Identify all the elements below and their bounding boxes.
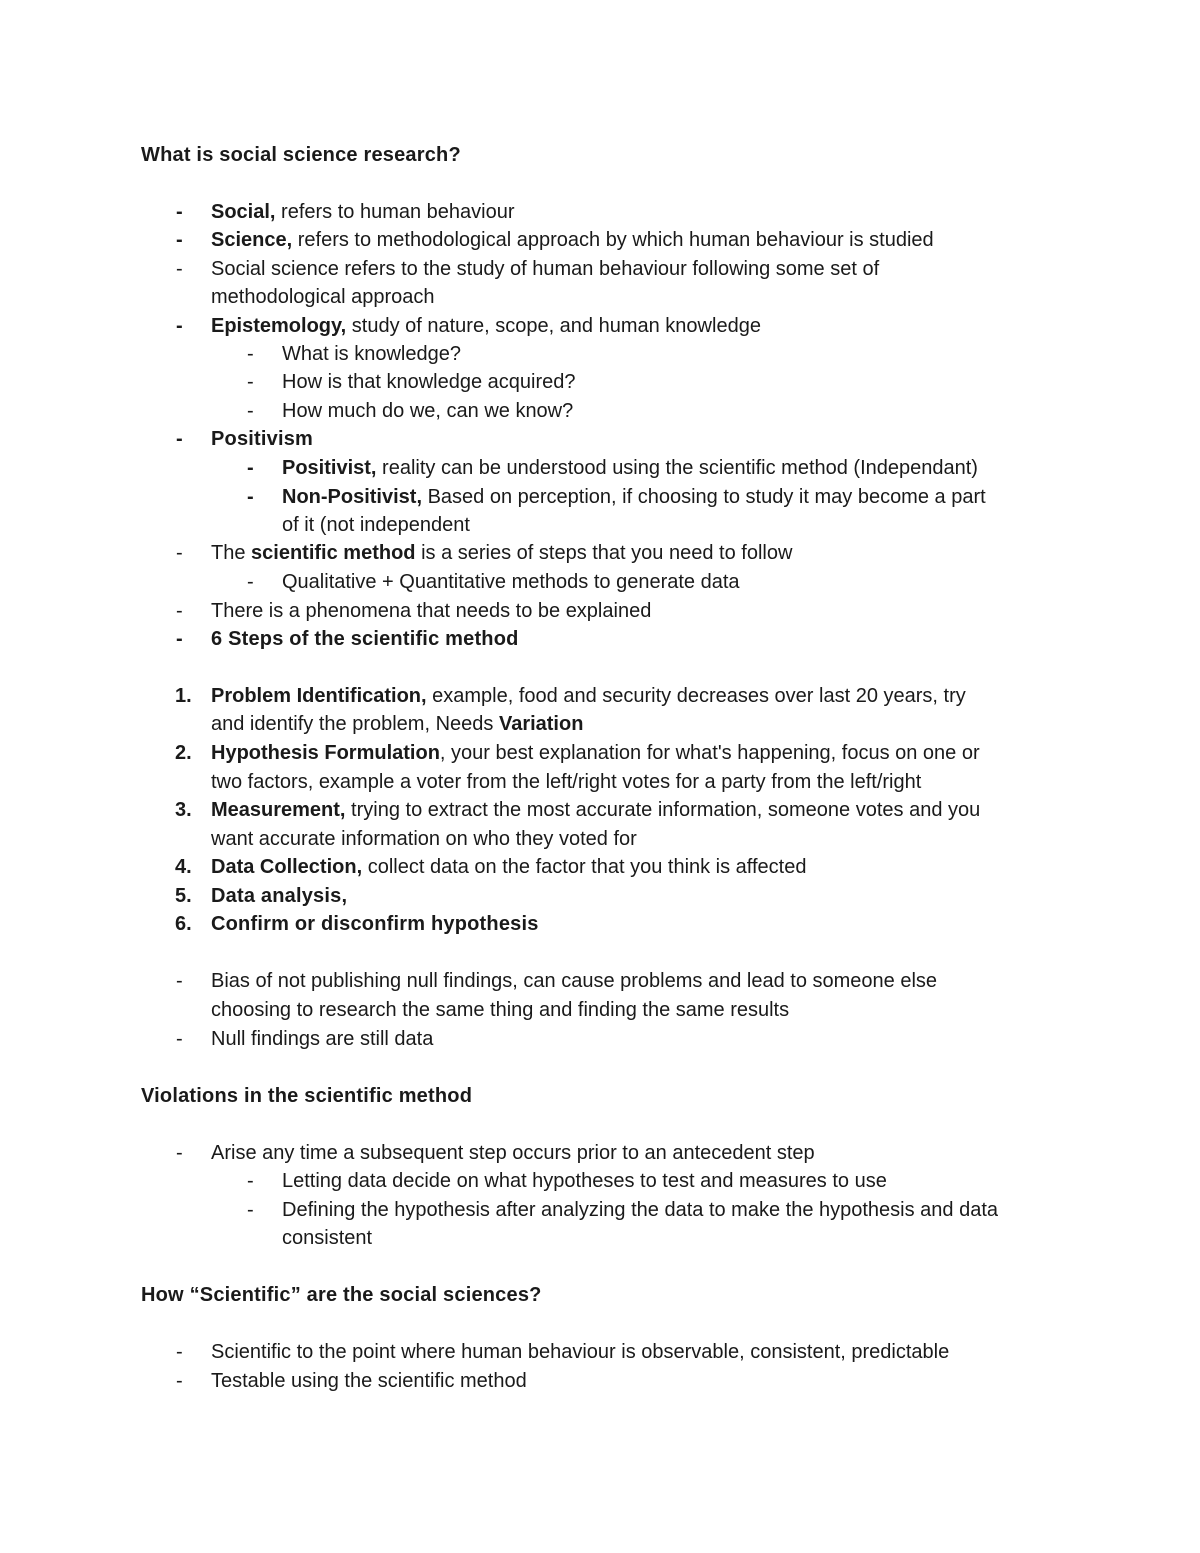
step-number-1: 1.: [175, 685, 192, 707]
step-3-line2: want accurate information on who they voted for: [211, 828, 637, 850]
step-6-confirm-hypothesis: Confirm or disconfirm hypothesis: [211, 913, 539, 935]
step-1-description: example, food and security decreases over last 20 years, try: [426, 685, 966, 707]
bullet-dash: -: [176, 970, 183, 992]
term-variation: Variation: [498, 713, 584, 735]
term-non-positivist: Non-Positivist,: [282, 486, 423, 508]
list-item-null-findings: Null findings are still data: [211, 1028, 434, 1050]
definition-social: refers to human behaviour: [275, 201, 515, 223]
term-epistemology: Epistemology,: [211, 315, 347, 337]
bullet-dash: -: [176, 201, 183, 223]
bullet-dash: -: [247, 457, 254, 479]
text-the: The: [211, 542, 252, 564]
bullet-dash: -: [247, 571, 254, 593]
bullet-dash: -: [176, 1341, 183, 1363]
bullet-dash: -: [176, 628, 183, 650]
step-5-data-analysis: Data analysis,: [211, 885, 348, 907]
list-item-bias-line2: choosing to research the same thing and finding the same results: [211, 999, 790, 1021]
sub-item-non-positivist-line2: of it (not independent: [282, 514, 470, 536]
step-number-5: 5.: [175, 885, 192, 907]
list-item-six-steps: 6 Steps of the scientific method: [211, 628, 519, 650]
step-2-hypothesis-formulation: [211, 741, 980, 765]
list-item-scientific-method: [211, 541, 792, 565]
bullet-dash: -: [247, 1199, 254, 1221]
list-item-social: [211, 200, 515, 224]
bullet-dash: -: [247, 400, 254, 422]
sub-item-non-positivist: [282, 485, 986, 509]
term-science: Science,: [211, 229, 293, 251]
sub-item-qual-quant: Qualitative + Quantitative methods to generate data: [282, 571, 740, 593]
list-item-bias-line1: Bias of not publishing null findings, can cause problems and lead to someone else: [211, 970, 938, 992]
list-item-testable: Testable using the scientific method: [211, 1370, 527, 1392]
list-item-social-science-line1: Social science refers to the study of human behaviour following some set of: [211, 258, 880, 280]
sub-item-defining-line1: Defining the hypothesis after analyzing the data to make the hypothesis and data: [282, 1199, 999, 1221]
list-item-arise: Arise any time a subsequent step occurs prior to an antecedent step: [211, 1142, 815, 1164]
step-number-4: 4.: [175, 856, 192, 878]
sub-item-what-is-knowledge: What is knowledge?: [282, 343, 461, 365]
list-item-science: [211, 228, 934, 252]
term-data-collection: Data Collection,: [211, 856, 363, 878]
step-number-3: 3.: [175, 799, 192, 821]
definition-epistemology: study of nature, scope, and human knowledge: [346, 315, 761, 337]
step-number-2: 2.: [175, 742, 192, 764]
step-1-line2: [211, 712, 583, 736]
step-number-6: 6.: [175, 913, 192, 935]
bullet-dash: -: [176, 600, 183, 622]
heading-how-scientific: How “Scientific” are the social sciences?: [141, 1284, 542, 1306]
list-item-social-science-line2: methodological approach: [211, 286, 435, 308]
bullet-dash: -: [176, 1142, 183, 1164]
bullet-dash: -: [176, 315, 183, 337]
bullet-dash: -: [176, 542, 183, 564]
sub-item-knowledge-acquired: How is that knowledge acquired?: [282, 371, 576, 393]
bullet-dash: -: [176, 229, 183, 251]
list-item-positivism: Positivism: [211, 428, 314, 450]
bullet-dash: -: [247, 343, 254, 365]
step-3-measurement: [211, 798, 980, 822]
definition-positivist: reality can be understood using the scientific method (Independant): [376, 457, 978, 479]
heading-violations: Violations in the scientific method: [141, 1085, 473, 1107]
definition-scientific-method: is a series of steps that you need to follow: [415, 542, 793, 564]
sub-item-letting-data: Letting data decide on what hypotheses to test and measures to use: [282, 1170, 887, 1192]
step-4-description: collect data on the factor that you think is affected: [362, 856, 807, 878]
definition-non-positivist: Based on perception, if choosing to study it may become a part: [422, 486, 986, 508]
list-item-epistemology: [211, 314, 761, 338]
step-2-description: , your best explanation for what's happening, focus on one or: [439, 742, 980, 764]
term-positivist: Positivist,: [282, 457, 377, 479]
term-hypothesis-formulation: Hypothesis Formulation: [211, 742, 440, 764]
term-scientific-method: scientific method: [251, 542, 416, 564]
sub-item-how-much-know: How much do we, can we know?: [282, 400, 574, 422]
term-problem-identification: Problem Identification,: [211, 685, 427, 707]
sub-item-defining-line2: consistent: [282, 1227, 373, 1249]
step-4-data-collection: [211, 855, 807, 879]
bullet-dash: -: [176, 428, 183, 450]
heading-social-science-research: What is social science research?: [141, 144, 461, 166]
step-2-line2: two factors, example a voter from the left/right votes for a party from the left/right: [211, 771, 922, 793]
step-1-line2-text: and identify the problem, Needs: [211, 713, 499, 735]
term-measurement: Measurement,: [211, 799, 346, 821]
bullet-dash: -: [247, 371, 254, 393]
bullet-dash: -: [247, 1170, 254, 1192]
step-1-problem-identification: [211, 684, 966, 708]
bullet-dash: -: [176, 1028, 183, 1050]
definition-science: refers to methodological approach by which human behaviour is studied: [292, 229, 934, 251]
bullet-dash: -: [247, 486, 254, 508]
step-3-description: trying to extract the most accurate information, someone votes and you: [345, 799, 981, 821]
list-item-phenomena: There is a phenomena that needs to be explained: [211, 600, 652, 622]
bullet-dash: -: [176, 1370, 183, 1392]
list-item-observable: Scientific to the point where human behaviour is observable, consistent, predictable: [211, 1341, 950, 1363]
sub-item-positivist: [282, 456, 978, 480]
bullet-dash: -: [176, 258, 183, 280]
term-social: Social,: [211, 201, 276, 223]
